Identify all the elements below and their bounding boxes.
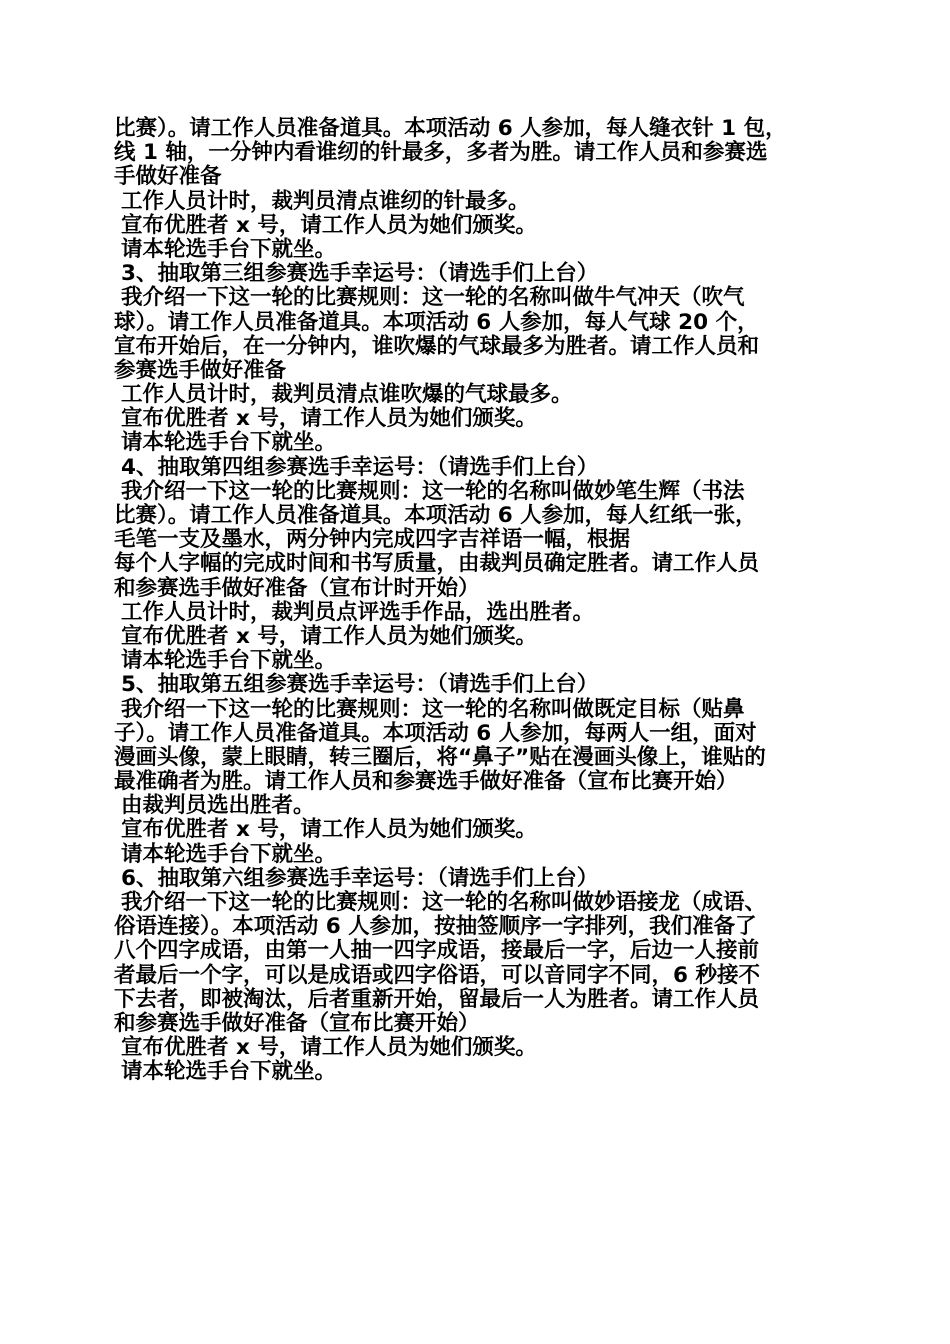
text-line: 工作人员计时，裁判员清点谁纫的针最多。 bbox=[121, 188, 530, 214]
text-line: 工作人员计时，裁判员清点谁吹爆的气球最多。 bbox=[121, 382, 573, 408]
text-line: 每个人字幅的完成时间和书写质量，由裁判员确定胜者。请工作人员 bbox=[114, 551, 760, 577]
text-line: 宣布优胜者 x 号，请工作人员为她们颁奖。 bbox=[121, 212, 537, 238]
text-line: 宣布优胜者 x 号，请工作人员为她们颁奖。 bbox=[121, 817, 537, 843]
text-line: 宣布优胜者 x 号，请工作人员为她们颁奖。 bbox=[121, 406, 537, 432]
text-line: 5、抽取第五组参赛选手幸运号：（请选手们上台） bbox=[121, 672, 599, 698]
text-line: 俗语连接）。本项活动 6 人参加，按抽签顺序一字排列，我们准备了 bbox=[114, 914, 757, 940]
text-line: 下去者，即被淘汰，后者重新开始，留最后一人为胜者。请工作人员 bbox=[114, 986, 760, 1012]
text-line: 我介绍一下这一轮的比赛规则：这一轮的名称叫做妙笔生辉（书法 bbox=[121, 478, 745, 504]
text-line: 我介绍一下这一轮的比赛规则：这一轮的名称叫做妙语接龙（成语、 bbox=[121, 890, 767, 915]
text-line: 请本轮选手台下就坐。 bbox=[121, 648, 337, 674]
text-line: 球）。请工作人员准备道具。本项活动 6 人参加，每人气球 20 个， bbox=[114, 309, 759, 335]
text-line: 八个四字成语，由第一人抽一四字成语，接最后一字，后边一人接前 bbox=[114, 938, 760, 964]
text-line: 宣布优胜者 x 号，请工作人员为她们颁奖。 bbox=[121, 1035, 537, 1061]
text-line: 手做好准备 bbox=[114, 164, 222, 190]
text-lines bbox=[114, 117, 838, 1085]
text-line: 比赛）。请工作人员准备道具。本项活动 6 人参加，每人红纸一张， bbox=[114, 503, 757, 528]
text-line: 宣布开始后，在一分钟内，谁吹爆的气球最多为胜者。请工作人员和 bbox=[114, 333, 760, 359]
text-line: 和参赛选手做好准备（宣布计时开始） bbox=[114, 575, 480, 601]
text-line: 漫画头像，蒙上眼睛，转三圈后，将“鼻子”贴在漫画头像上，谁贴的 bbox=[114, 744, 766, 770]
text-line: 3、抽取第三组参赛选手幸运号：（请选手们上台） bbox=[121, 261, 599, 287]
text-line: 毛笔一支及墨水，两分钟内完成四字吉祥语一幅，根据 bbox=[114, 527, 631, 553]
text-line: 我介绍一下这一轮的比赛规则：这一轮的名称叫做牛气冲天（吹气 bbox=[121, 285, 745, 311]
text-line: 参赛选手做好准备 bbox=[114, 357, 287, 383]
text-line: 6、抽取第六组参赛选手幸运号：（请选手们上台） bbox=[121, 865, 599, 891]
text-line: 宣布优胜者 x 号，请工作人员为她们颁奖。 bbox=[121, 623, 537, 649]
text-line: 者最后一个字，可以是成语或四字俗语，可以音同字不同，6 秒接不 bbox=[114, 962, 760, 988]
text-line: 线 1 轴，一分钟内看谁纫的针最多，多者为胜。请工作人员和参赛选 bbox=[114, 140, 768, 166]
text-line: 工作人员计时，裁判员点评选手作品，选出胜者。 bbox=[121, 599, 595, 625]
text-line: 和参赛选手做好准备（宣布比赛开始） bbox=[114, 1010, 480, 1036]
text-line: 我介绍一下这一轮的比赛规则：这一轮的名称叫做既定目标（贴鼻 bbox=[121, 696, 745, 722]
text-line: 请本轮选手台下就坐。 bbox=[121, 1059, 337, 1085]
text-line: 请本轮选手台下就坐。 bbox=[121, 236, 337, 262]
text-line: 请本轮选手台下就坐。 bbox=[121, 430, 337, 456]
text-line: 由裁判员选出胜者。 bbox=[121, 793, 315, 819]
text-line: 最准确者为胜。请工作人员和参赛选手做好准备（宣布比赛开始） bbox=[114, 769, 738, 795]
text-line: 子）。请工作人员准备道具。本项活动 6 人参加，每两人一组，面对 bbox=[114, 720, 757, 746]
text-line: 请本轮选手台下就坐。 bbox=[121, 841, 337, 867]
text-line: 4、抽取第四组参赛选手幸运号：（请选手们上台） bbox=[121, 454, 599, 480]
document-body bbox=[114, 117, 838, 1085]
text-line: 比赛）。请工作人员准备道具。本项活动 6 人参加，每人缝衣针 1 包， bbox=[114, 116, 787, 141]
